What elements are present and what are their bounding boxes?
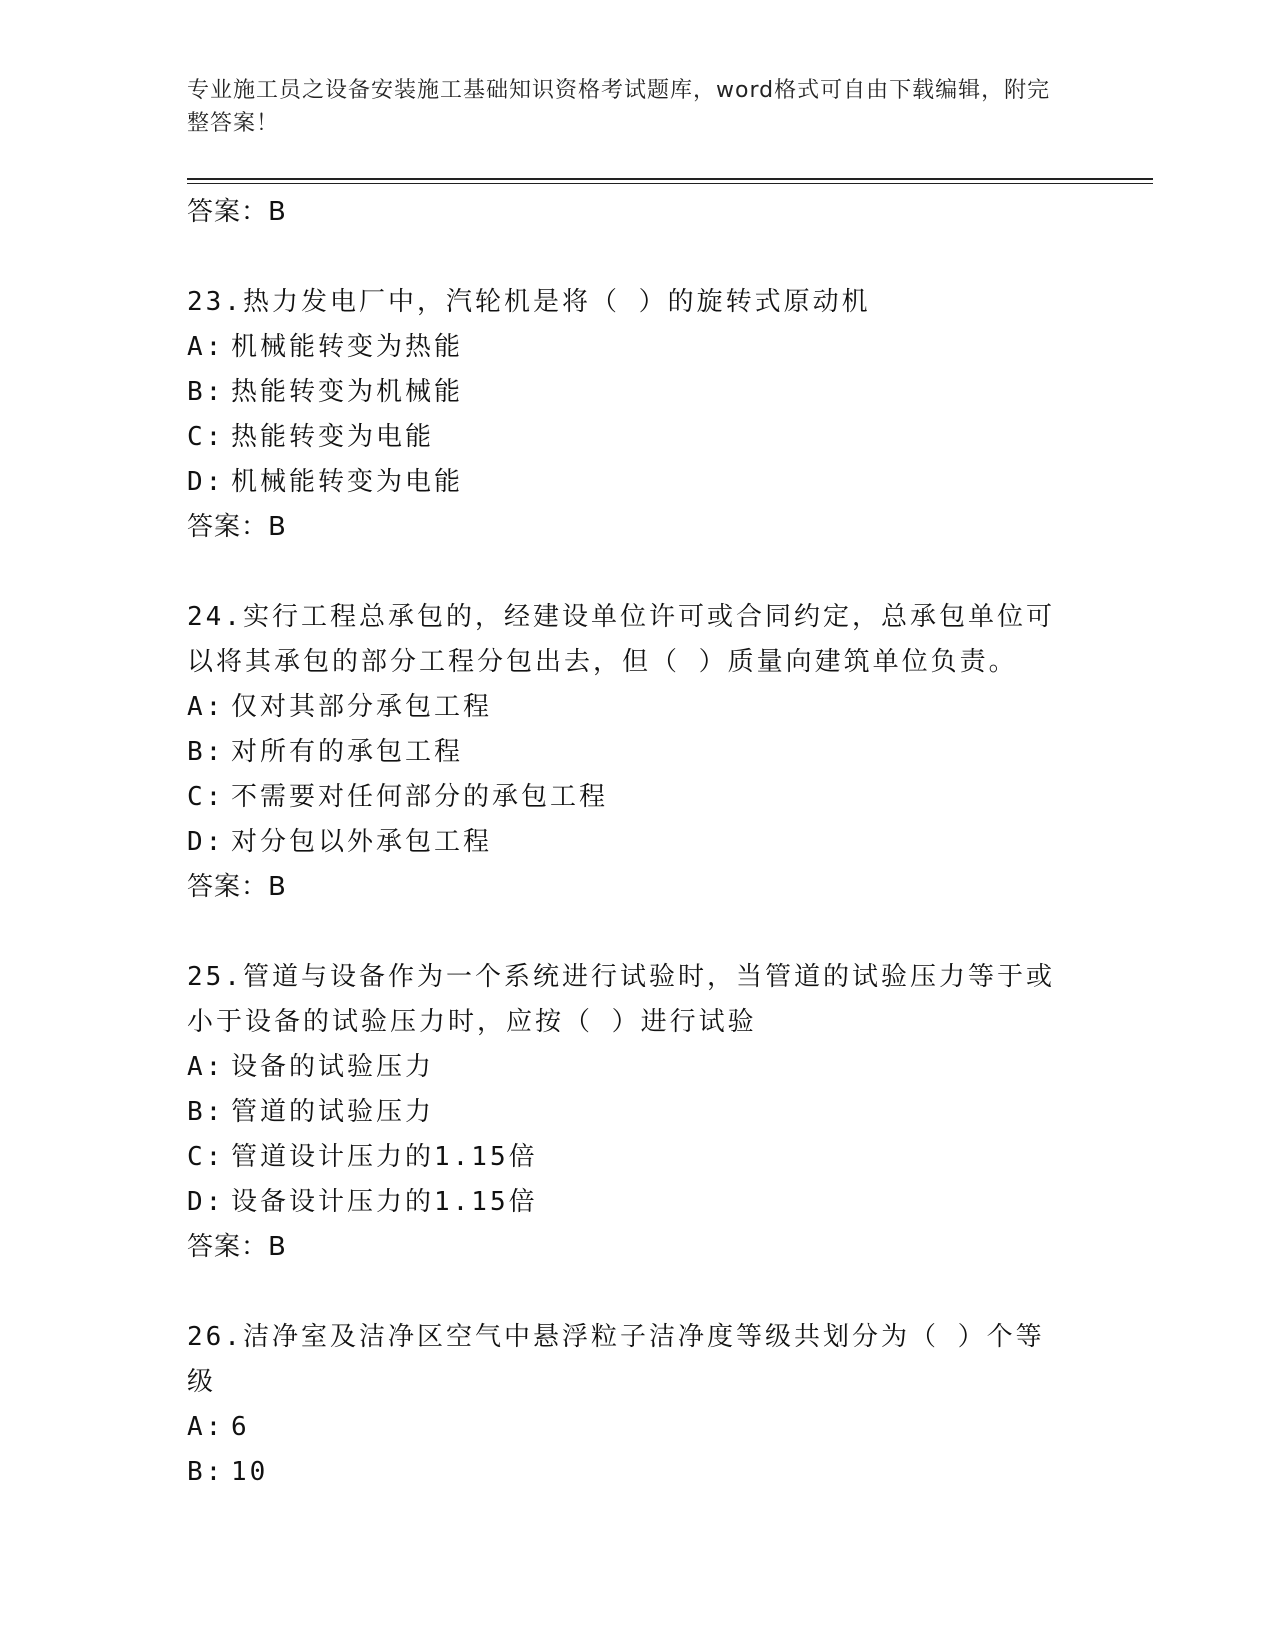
option-text: 机械能转变为热能 xyxy=(231,332,464,362)
option-letter: C: xyxy=(187,1142,225,1172)
option-text: 设备设计压力的1.15倍 xyxy=(231,1187,538,1217)
header-rule-thin xyxy=(187,183,1153,184)
option-text: 热能转变为机械能 xyxy=(231,377,464,407)
question-item xyxy=(187,595,1087,910)
option-letter: B: xyxy=(187,1457,225,1487)
option-a xyxy=(187,1045,1087,1090)
option-text: 6 xyxy=(231,1412,250,1442)
option-text: 对所有的承包工程 xyxy=(231,737,464,767)
option-letter: C: xyxy=(187,782,225,812)
option-text: 对分包以外承包工程 xyxy=(231,827,493,857)
option-text: 10 xyxy=(231,1457,269,1487)
option-text: 不需要对任何部分的承包工程 xyxy=(231,782,609,812)
option-letter: B: xyxy=(187,377,225,407)
answer-line: 答案：B xyxy=(187,872,287,902)
question-item xyxy=(187,280,1087,550)
option-letter: A: xyxy=(187,1412,225,1442)
option-letter: D: xyxy=(187,1187,225,1217)
option-letter: D: xyxy=(187,467,225,497)
answer-line: 答案：B xyxy=(187,197,287,227)
option-letter: A: xyxy=(187,692,225,722)
document-header: 专业施工员之设备安装施工基础知识资格考试题库，word格式可自由下载编辑，附完整答案！ xyxy=(187,78,1051,136)
option-b xyxy=(187,1090,1087,1135)
answer-line: 答案：B xyxy=(187,1232,287,1262)
option-d xyxy=(187,820,1087,865)
option-c xyxy=(187,1135,1087,1180)
option-letter: B: xyxy=(187,1097,225,1127)
option-a xyxy=(187,685,1087,730)
question-stem: 26.洁净室及洁净区空气中悬浮粒子洁净度等级共划分为（ ）个等级 xyxy=(187,1322,1045,1397)
option-b xyxy=(187,370,1087,415)
option-letter: B: xyxy=(187,737,225,767)
option-letter: A: xyxy=(187,1052,225,1082)
option-text: 管道的试验压力 xyxy=(231,1097,435,1127)
option-a xyxy=(187,1405,1087,1450)
option-text: 仅对其部分承包工程 xyxy=(231,692,493,722)
option-b xyxy=(187,1450,1087,1495)
option-b xyxy=(187,730,1087,775)
option-letter: C: xyxy=(187,422,225,452)
question-stem: 24.实行工程总承包的，经建设单位许可或合同约定，总承包单位可以将其承包的部分工程分包出去，但（ ）质量向建筑单位负责。 xyxy=(187,602,1055,677)
option-text: 设备的试验压力 xyxy=(231,1052,435,1082)
option-c xyxy=(187,415,1087,460)
option-letter: D: xyxy=(187,827,225,857)
question-stem: 25.管道与设备作为一个系统进行试验时，当管道的试验压力等于或小于设备的试验压力时，应按（ ）进行试验 xyxy=(187,962,1055,1037)
question-stem: 23.热力发电厂中，汽轮机是将（ ）的旋转式原动机 xyxy=(187,287,871,317)
option-text: 热能转变为电能 xyxy=(231,422,435,452)
option-text: 管道设计压力的1.15倍 xyxy=(231,1142,538,1172)
question-item xyxy=(187,955,1087,1270)
option-d xyxy=(187,460,1087,505)
option-letter: A: xyxy=(187,332,225,362)
option-c xyxy=(187,775,1087,820)
answer-line: 答案：B xyxy=(187,512,287,542)
option-a xyxy=(187,325,1087,370)
question-item xyxy=(187,1315,1087,1495)
header-rule xyxy=(187,178,1153,180)
option-text: 机械能转变为电能 xyxy=(231,467,464,497)
question-list xyxy=(187,190,1087,1495)
option-d xyxy=(187,1180,1087,1225)
